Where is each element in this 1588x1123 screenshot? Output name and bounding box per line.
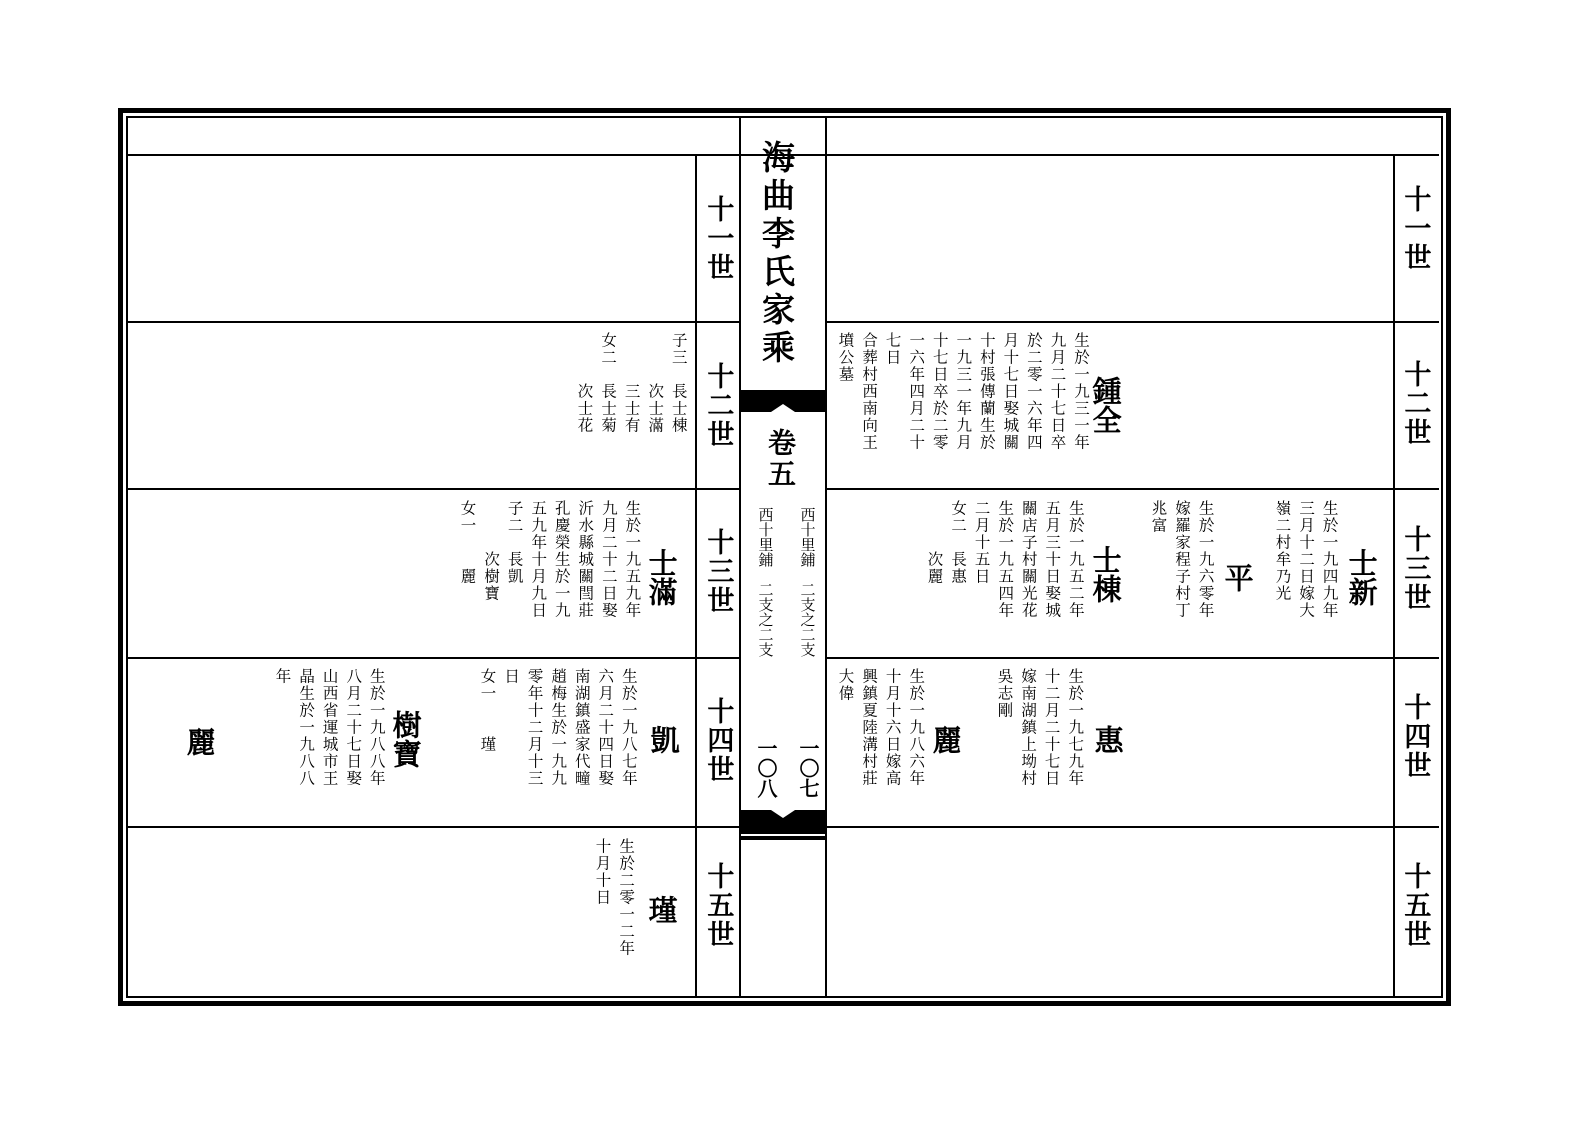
page-number-left: 一〇八 <box>754 738 778 798</box>
gen-label-right-13: 十三世 <box>1399 525 1431 612</box>
person-name-shixin: 士新 <box>1344 548 1379 606</box>
person-name-li-left: 麗 <box>182 727 217 756</box>
person-name-hui: 惠 <box>1090 725 1125 754</box>
row-rule-right-4 <box>827 826 1439 828</box>
person-name-kai: 凱 <box>646 725 681 754</box>
row-rule-left-3 <box>127 657 739 659</box>
person-info-shubao: 生於一九八八年 八月二十七日娶 山西省運城市王 晶生於一九八八 年 <box>273 668 386 787</box>
row-rule-right-3 <box>827 657 1439 659</box>
row-rule-right-2 <box>827 488 1439 490</box>
gen-label-left-15: 十五世 <box>702 862 734 949</box>
person-name-zhongquan: 鍾全 <box>1088 376 1123 434</box>
gen-label-left-14: 十四世 <box>702 697 734 784</box>
page-number-right: 一〇七 <box>796 738 820 798</box>
person-info-shixin: 生於一九四九年 三月十二日嫁大 嶺二村牟乃光 <box>1273 500 1339 619</box>
person-name-shidong: 士棟 <box>1088 545 1123 603</box>
person-name-jin: 瑾 <box>644 895 679 924</box>
row-rule-left-1 <box>127 321 739 323</box>
person-name-shubao: 樹寶 <box>388 710 423 768</box>
gen-label-left-13: 十三世 <box>702 528 734 615</box>
right-gen-column-rule <box>1393 154 1395 996</box>
person-name-ping: 平 <box>1220 563 1255 592</box>
left-gen-column-rule <box>695 154 697 996</box>
children-list-zhongquan: 子三 長士棟 次士滿 三士有 女二 長士菊 次士花 <box>575 332 688 434</box>
volume-label: 卷五 <box>764 428 797 490</box>
person-info-shiman: 生於一九五九年 九月二十二日娶 沂水縣城關閆莊 孔慶榮生於一九 五九年十月九日 子二 長凱 次樹寶 女一 麗 <box>458 500 642 619</box>
gen-label-right-11: 十一世 <box>1399 185 1431 272</box>
row-rule-right-1 <box>827 321 1439 323</box>
person-info-zhongquan: 生於一九三一年 九月二十七日卒 於二零一六年四 月十七日娶城關 十村張傳蘭生於 一九三一年九月 十七日卒於二零 一六年四月二十 七日 合葬村西南向王 墳公墓 <box>836 332 1091 451</box>
gen-label-right-15: 十五世 <box>1399 862 1431 949</box>
gen-label-right-12: 十二世 <box>1399 360 1431 447</box>
gen-label-left-12: 十二世 <box>702 362 734 449</box>
gen-label-right-14: 十四世 <box>1399 693 1431 780</box>
person-name-li-right: 麗 <box>928 725 963 754</box>
book-title: 海曲李氏家乘 <box>757 140 796 368</box>
person-info-ping: 生於一九六零年 嫁羅家程子村丁 兆富 <box>1149 500 1215 619</box>
person-info-li-right: 生於一九八六年 十月十六日嫁高 興鎮夏陸溝村莊 大偉 <box>836 668 926 787</box>
person-name-shiman: 士滿 <box>644 548 679 606</box>
row-rule-left-2 <box>127 488 739 490</box>
row-rule-left-4 <box>127 826 739 828</box>
spine-branch-right: 西十里鋪 二支之二支 <box>798 507 817 657</box>
spine-branch-left: 西十里鋪 二支之二支 <box>756 507 775 657</box>
person-info-shidong: 生於一九五二年 五月三十日娶城 關店子村關光花 生於一九五四年 二月十五日 女二 長惠 次麗 <box>925 500 1085 619</box>
gen-label-left-11: 十一世 <box>702 195 734 282</box>
person-info-kai: 生於一九八七年 六月二十四日娶 南湖鎮盛家代疃 趙梅生於一九九 零年十二月十三 日 女一 瑾 <box>478 668 638 787</box>
person-info-hui: 生於一九七九年 十二月二十七日 嫁南湖鎮上坳村 吳志剛 <box>995 668 1085 787</box>
person-info-jin: 生於二零一二年 十月十日 <box>593 838 636 957</box>
